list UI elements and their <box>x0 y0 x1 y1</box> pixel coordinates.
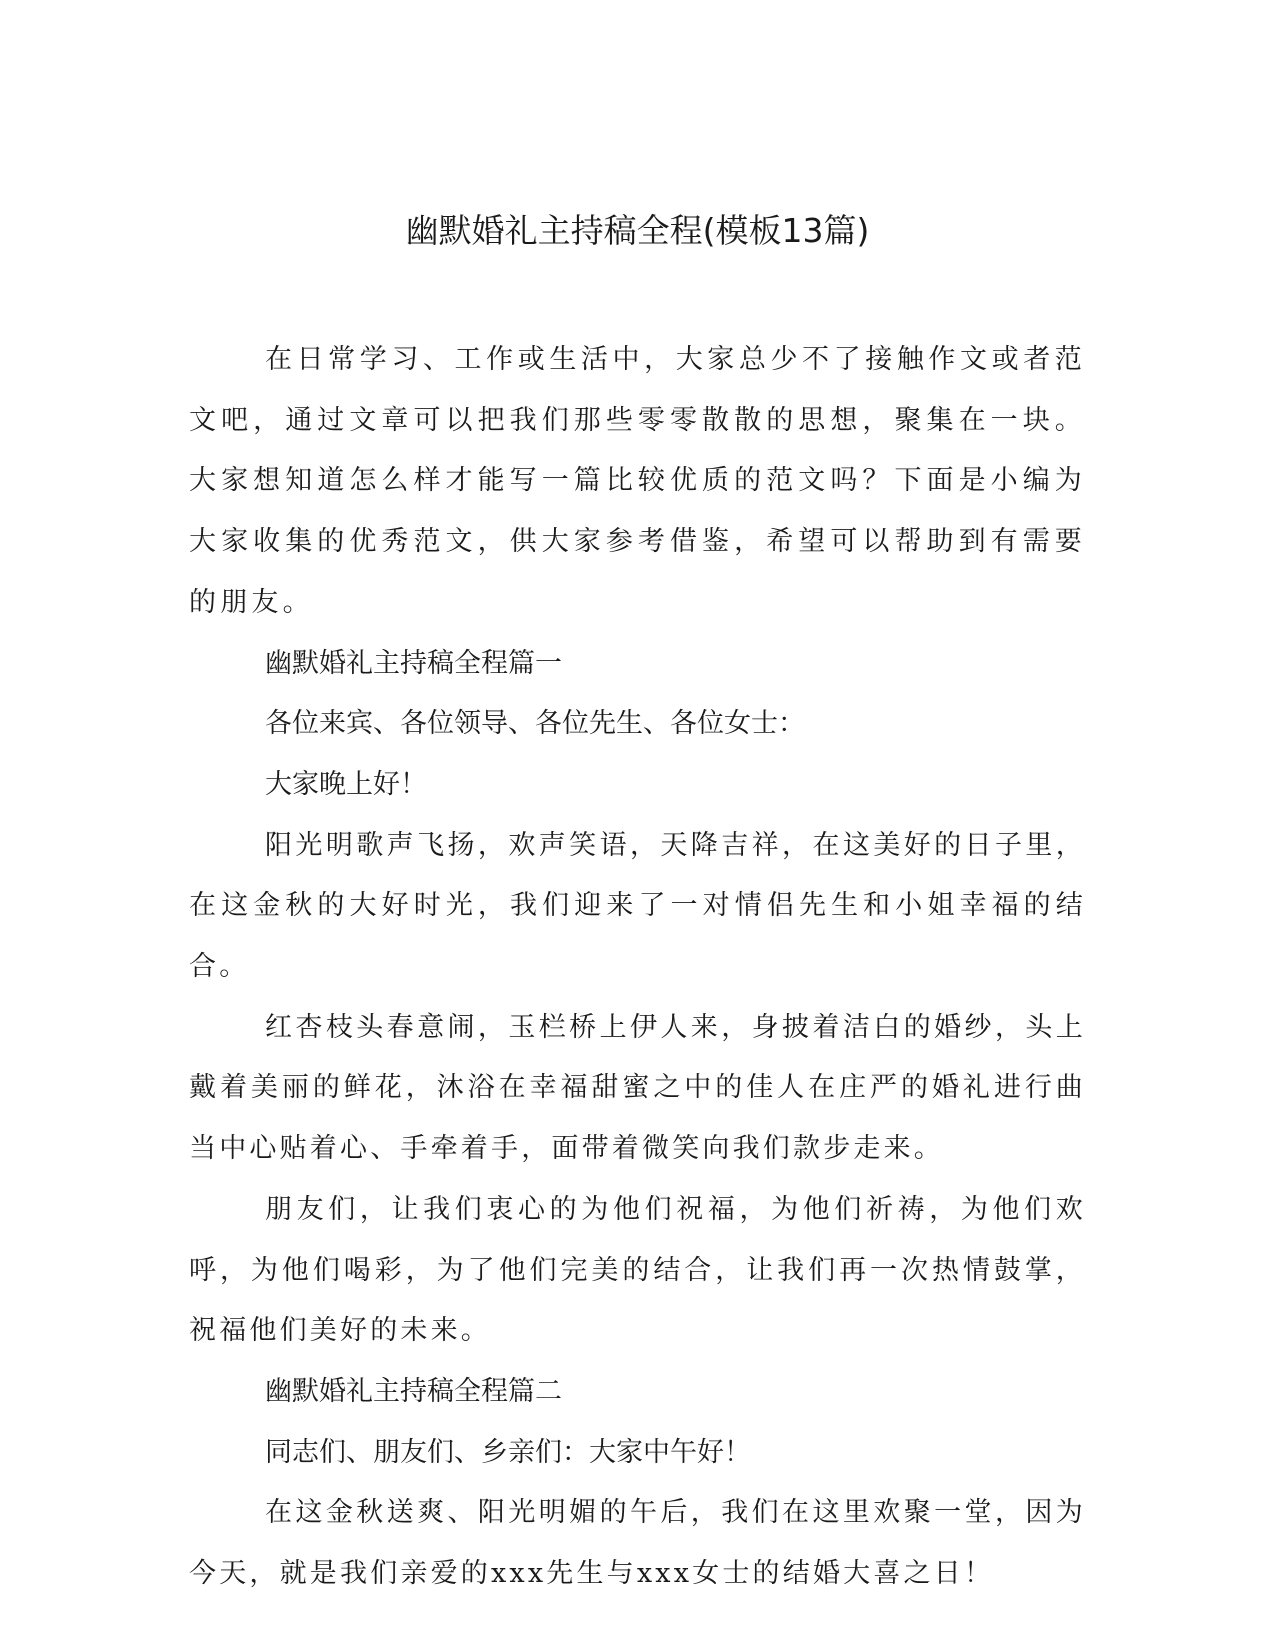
section-heading-2: 幽默婚礼主持稿全程篇二 <box>265 1375 562 1407</box>
greeting-line: 大家晚上好！ <box>265 768 427 800</box>
greeting-line: 各位来宾、各位领导、各位先生、各位女士： <box>265 708 805 740</box>
intro-paragraph: 在日常学习、工作或生活中，大家总少不了接触作文或者范文吧，通过文章可以把我们那些零零散散的思想，聚集在一块。大家想知道怎么样才能写一篇比较优质的范文吗？下面是小编为大家收集的优秀范文，供大家参考借鉴，希望可以帮助到有需要的朋友。 <box>189 344 1086 618</box>
body-paragraph: 红杏枝头春意闹，玉栏桥上伊人来，身披着洁白的婚纱，头上戴着美丽的鲜花，沐浴在幸福甜蜜之中的佳人在庄严的婚礼进行曲当中心贴着心、手牵着手，面带着微笑向我们款步走来。 <box>189 1011 1086 1165</box>
document-title: 幽默婚礼主持稿全程(模板13篇) <box>405 211 870 250</box>
greeting-line: 同志们、朋友们、乡亲们：大家中午好！ <box>265 1436 751 1468</box>
body-paragraph: 阳光明歌声飞扬，欢声笑语，天降吉祥，在这美好的日子里，在这金秋的大好时光，我们迎来了一对情侣先生和小姐幸福的结合。 <box>189 829 1086 983</box>
section-heading-1: 幽默婚礼主持稿全程篇一 <box>265 647 562 679</box>
body-paragraph: 朋友们，让我们衷心的为他们祝福，为他们祈祷，为他们欢呼，为他们喝彩，为了他们完美的结合，让我们再一次热情鼓掌，祝福他们美好的未来。 <box>189 1193 1086 1347</box>
document-body <box>189 330 1086 1605</box>
body-paragraph: 在这金秋送爽、阳光明媚的午后，我们在这里欢聚一堂，因为今天，就是我们亲爱的xxx先生与xxx女士的结婚大喜之日！ <box>189 1497 1086 1590</box>
